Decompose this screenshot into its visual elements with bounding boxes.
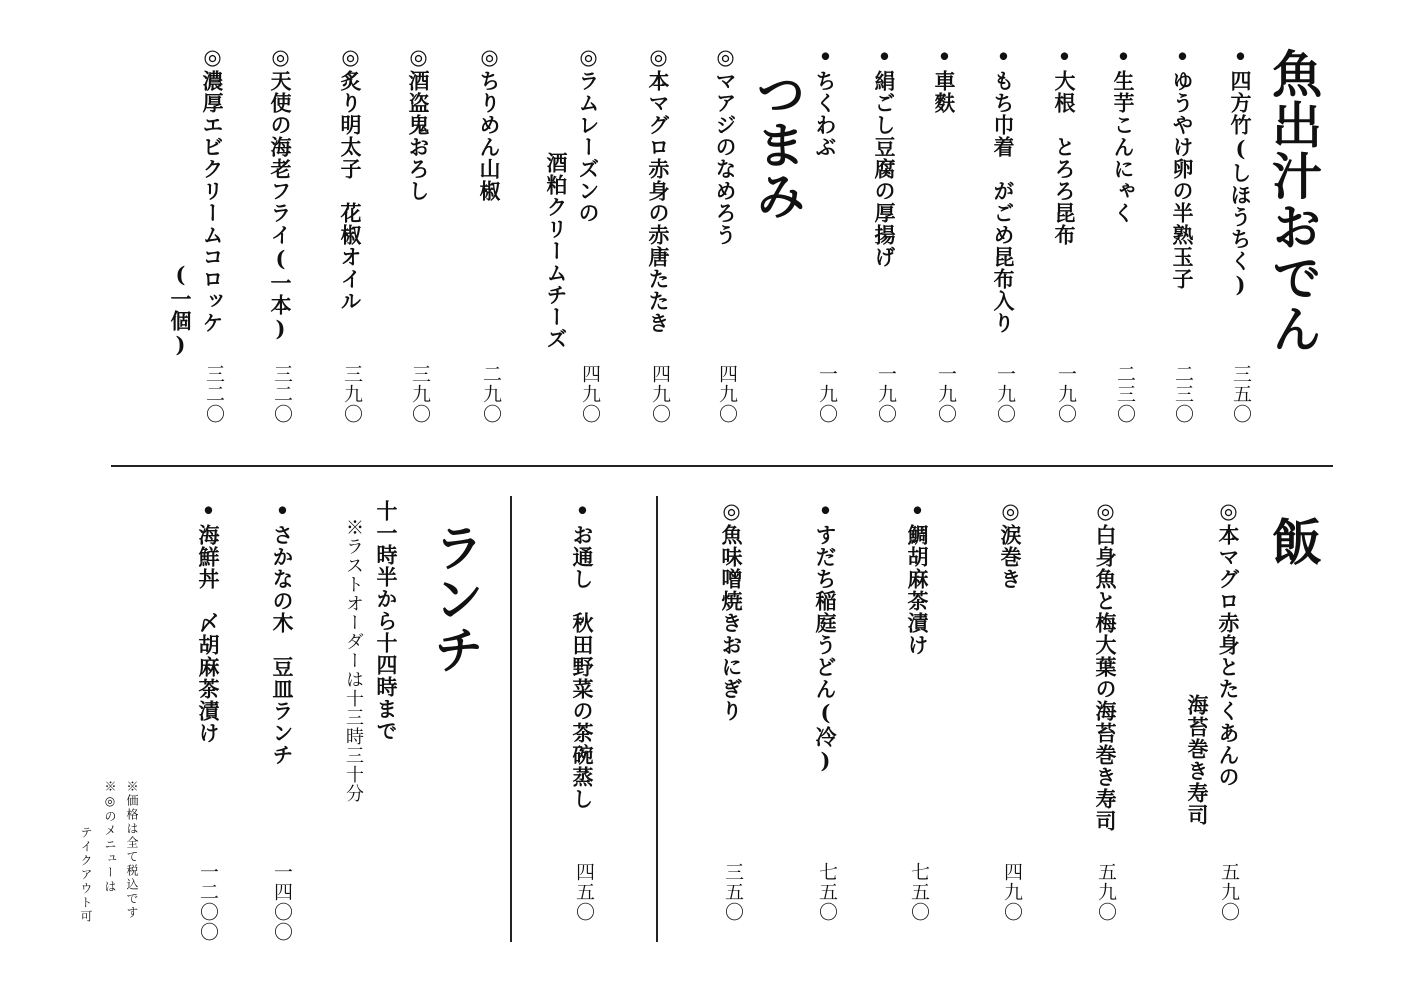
menu-item-name: ◎涙巻き [998, 498, 1023, 590]
otoshi-name: •お通し 秋田野菜の茶碗蒸し [570, 498, 595, 810]
menu-item-price: 三九〇 [409, 364, 431, 424]
menu-item-price: 五九〇 [1218, 862, 1240, 922]
menu-item-price: 一九〇 [875, 364, 897, 424]
menu-item-price: 七五〇 [908, 862, 930, 922]
menu-item-name-continued: 酒粕クリームチーズ [544, 152, 569, 350]
meshi-title: 飯 [1264, 516, 1323, 567]
menu-item-name: ◎本マグロ赤身の赤唐たたき [646, 44, 671, 334]
menu-item-name: •もち巾着 がごめ昆布入り [991, 44, 1016, 334]
menu-item-price: 一九〇 [816, 364, 838, 424]
section-divider-horizontal [111, 465, 1333, 467]
menu-item-name: •海鮮丼 〆胡麻茶漬け [196, 498, 221, 744]
menu-item-name: •四方竹(しほうちく) [1228, 44, 1253, 298]
menu-item-name: •すだち稲庭うどん(冷) [813, 498, 838, 774]
menu-item-name: ◎ちりめん山椒 [477, 44, 502, 202]
menu-item-name: •鯛胡麻茶漬け [905, 498, 930, 656]
menu-item-name: ◎天使の海老フライ(一本) [268, 44, 293, 342]
menu-item-name: •大根 とろろ昆布 [1052, 44, 1077, 246]
menu-item-price: 一九〇 [994, 364, 1016, 424]
menu-item-price: 三二〇 [203, 364, 225, 424]
takeout-note-continued: テイクアウト可 [79, 826, 93, 924]
menu-item-price: 一九〇 [935, 364, 957, 424]
menu-item-name-continued: 海苔巻き寿司 [1185, 694, 1210, 826]
lunch-hours: 十一時半から十四時まで [374, 500, 399, 742]
menu-item-name: •ちくわぶ [813, 44, 838, 158]
menu-item-name: •ゆうやけ卵の半熟玉子 [1170, 44, 1195, 290]
menu-item-price: 一四〇〇 [271, 862, 293, 942]
menu-item-price: 三五〇 [722, 862, 744, 922]
menu-item-name: ◎本マグロ赤身とたくあんの [1216, 498, 1241, 788]
takeout-note: ※◎のメニューは [103, 780, 117, 894]
menu-item-price: 二三〇 [1114, 364, 1136, 424]
menu-item-name: •絹ごし豆腐の厚揚げ [872, 44, 897, 268]
menu-item-price: 四九〇 [579, 364, 601, 424]
menu-item-name: •さかなの木 豆皿ランチ [270, 498, 295, 766]
menu-item-price: 一九〇 [1055, 364, 1077, 424]
menu-item-price: 三五〇 [1230, 364, 1252, 424]
menu-item-price: 七五〇 [816, 862, 838, 922]
tsumami-title: つまみ [748, 68, 807, 221]
menu-item-name: ◎魚味噌焼きおにぎり [719, 498, 744, 722]
menu-item-name: •車麩 [932, 44, 957, 114]
lunch-last-order: ※ラストオーダーは十三時三十分 [343, 518, 364, 803]
menu-item-price: 四九〇 [716, 364, 738, 424]
menu-item-name: ◎ラムレーズンの [576, 44, 601, 224]
section-divider-vertical [510, 496, 512, 942]
menu-item-name: ◎濃厚エビクリームコロッケ [200, 44, 225, 334]
section-divider-vertical [656, 496, 658, 942]
menu-item-name: ◎酒盗鬼おろし [406, 44, 431, 202]
menu-item-price: 四九〇 [1001, 862, 1023, 922]
otoshi-price: 四五〇 [573, 862, 595, 922]
menu-item-price: 二九〇 [480, 364, 502, 424]
tax-note: ※価格は全て税込です [125, 780, 139, 920]
menu-item-price: 二三〇 [1172, 364, 1194, 424]
menu-item-name: ◎炙り明太子 花椒オイル [338, 44, 363, 312]
lunch-title: ランチ [426, 522, 485, 675]
oden-title: 魚出汁おでん [1264, 48, 1323, 354]
menu-item-price: 三九〇 [341, 364, 363, 424]
menu-item-price: 一二〇〇 [197, 862, 219, 942]
menu-item-name-continued: (一個) [168, 262, 193, 358]
menu-item-name: •生芋こんにゃく [1111, 44, 1136, 224]
menu-item-price: 五九〇 [1095, 862, 1117, 922]
menu-item-name: ◎マアジのなめろう [713, 44, 738, 246]
menu-item-name: ◎白身魚と梅大葉の海苔巻き寿司 [1093, 498, 1118, 832]
menu-item-price: 四九〇 [649, 364, 671, 424]
menu-item-price: 三二〇 [271, 364, 293, 424]
